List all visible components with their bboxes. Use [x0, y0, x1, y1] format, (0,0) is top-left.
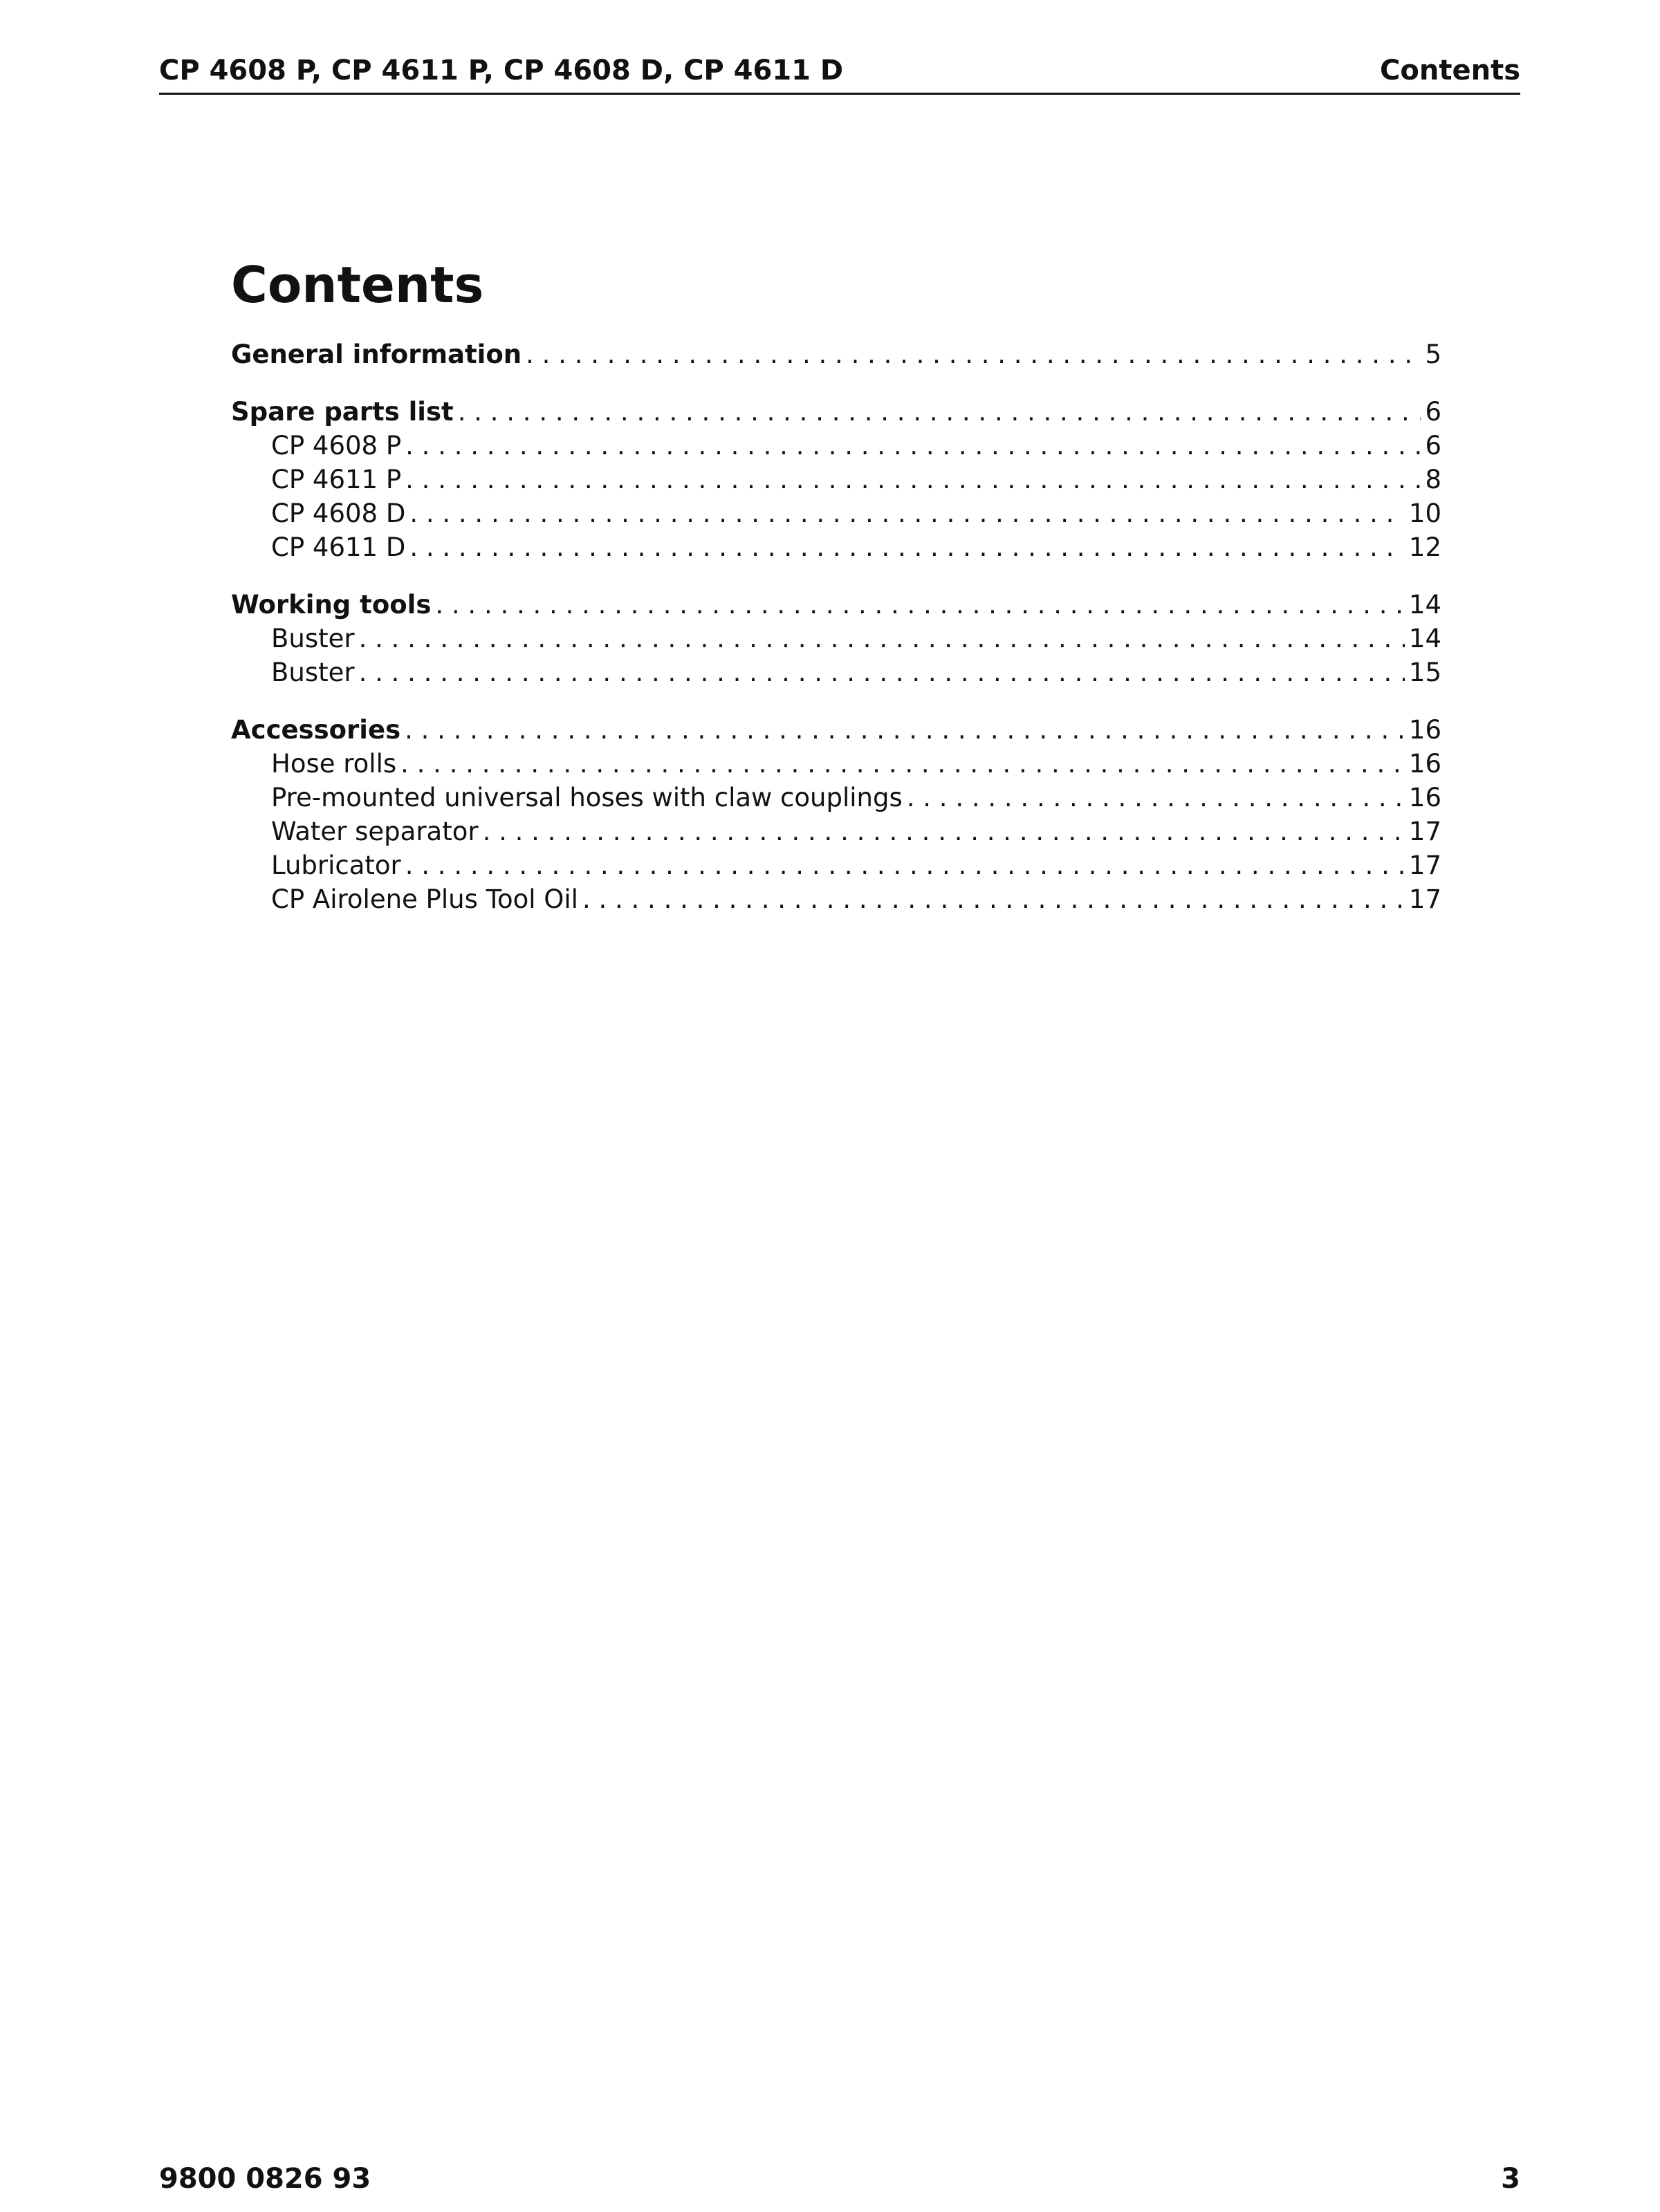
- toc-entry-page: 17: [1408, 884, 1441, 914]
- toc-entry-page: 6: [1425, 397, 1441, 427]
- toc-entry-label: General information: [231, 340, 522, 369]
- toc-subentry-buster-2[interactable]: [231, 656, 1441, 689]
- toc-subentry-lubricator[interactable]: [231, 848, 1441, 882]
- toc-entry-label: CP Airolene Plus Tool Oil: [271, 884, 578, 914]
- toc-entry-spare-parts-list[interactable]: [231, 395, 1441, 429]
- toc-subentry-water-separator[interactable]: [231, 815, 1441, 848]
- dot-leader: [405, 848, 1405, 882]
- dot-leader: [409, 530, 1405, 564]
- toc-section-accessories: [231, 713, 1441, 916]
- toc-entry-general-information[interactable]: [231, 337, 1441, 371]
- toc-entry-label: Hose rolls: [271, 749, 397, 779]
- header-section: Contents: [1380, 55, 1520, 86]
- toc-entry-working-tools[interactable]: [231, 588, 1441, 622]
- toc-entry-page: 12: [1408, 532, 1441, 562]
- toc-entry-label: CP 4608 D: [271, 499, 406, 528]
- dot-leader: [400, 747, 1405, 781]
- dot-leader: [435, 588, 1405, 622]
- table-of-contents: [231, 337, 1441, 940]
- dot-leader: [483, 815, 1405, 848]
- toc-subentry-cp-4608-p[interactable]: [231, 429, 1441, 463]
- page-number: 3: [1501, 2163, 1520, 2195]
- toc-subentry-buster[interactable]: [231, 622, 1441, 656]
- page-title: Contents: [231, 256, 484, 314]
- toc-section-working-tools: [231, 588, 1441, 689]
- toc-subentry-hose-rolls[interactable]: [231, 747, 1441, 781]
- dot-leader: [359, 622, 1405, 656]
- toc-entry-label: Accessories: [231, 715, 401, 745]
- toc-entry-page: 14: [1408, 590, 1441, 620]
- toc-subentry-pre-mounted-hoses[interactable]: [231, 781, 1441, 815]
- toc-section-general-information: [231, 337, 1441, 371]
- dot-leader: [405, 463, 1421, 496]
- toc-entry-page: 16: [1408, 749, 1441, 779]
- toc-entry-label: Spare parts list: [231, 397, 454, 427]
- toc-entry-label: Buster: [271, 658, 355, 687]
- toc-entry-label: Working tools: [231, 590, 432, 620]
- toc-subentry-tool-oil[interactable]: [231, 882, 1441, 916]
- toc-entry-label: Water separator: [271, 817, 479, 846]
- dot-leader: [359, 656, 1405, 689]
- toc-entry-page: 10: [1408, 499, 1441, 528]
- toc-entry-page: 16: [1408, 715, 1441, 745]
- dot-leader: [458, 395, 1421, 429]
- dot-leader: [907, 781, 1405, 815]
- toc-entry-label: Pre-mounted universal hoses with claw couplings: [271, 783, 903, 812]
- header-models: CP 4608 P, CP 4611 P, CP 4608 D, CP 4611 D: [159, 55, 844, 86]
- document-number: 9800 0826 93: [159, 2163, 371, 2195]
- toc-entry-page: 17: [1408, 817, 1441, 846]
- toc-subentry-cp-4611-p[interactable]: [231, 463, 1441, 496]
- running-footer: [159, 2161, 1520, 2197]
- toc-section-spare-parts-list: [231, 395, 1441, 564]
- toc-entry-page: 16: [1408, 783, 1441, 812]
- toc-entry-page: 6: [1425, 431, 1441, 461]
- toc-entry-page: 8: [1425, 465, 1441, 494]
- dot-leader: [526, 337, 1421, 371]
- toc-entry-label: CP 4611 P: [271, 465, 402, 494]
- toc-entry-page: 5: [1425, 340, 1441, 369]
- running-header: [159, 50, 1520, 95]
- toc-subentry-cp-4611-d[interactable]: [231, 530, 1441, 564]
- toc-entry-label: CP 4611 D: [271, 532, 406, 562]
- toc-entry-page: 17: [1408, 851, 1441, 880]
- toc-entry-page: 14: [1408, 624, 1441, 653]
- dot-leader: [582, 882, 1405, 916]
- toc-entry-accessories[interactable]: [231, 713, 1441, 747]
- dot-leader: [405, 713, 1405, 747]
- toc-entry-label: CP 4608 P: [271, 431, 402, 461]
- dot-leader: [409, 496, 1405, 530]
- toc-subentry-cp-4608-d[interactable]: [231, 496, 1441, 530]
- toc-entry-page: 15: [1408, 658, 1441, 687]
- dot-leader: [405, 429, 1421, 463]
- toc-entry-label: Lubricator: [271, 851, 401, 880]
- toc-entry-label: Buster: [271, 624, 355, 653]
